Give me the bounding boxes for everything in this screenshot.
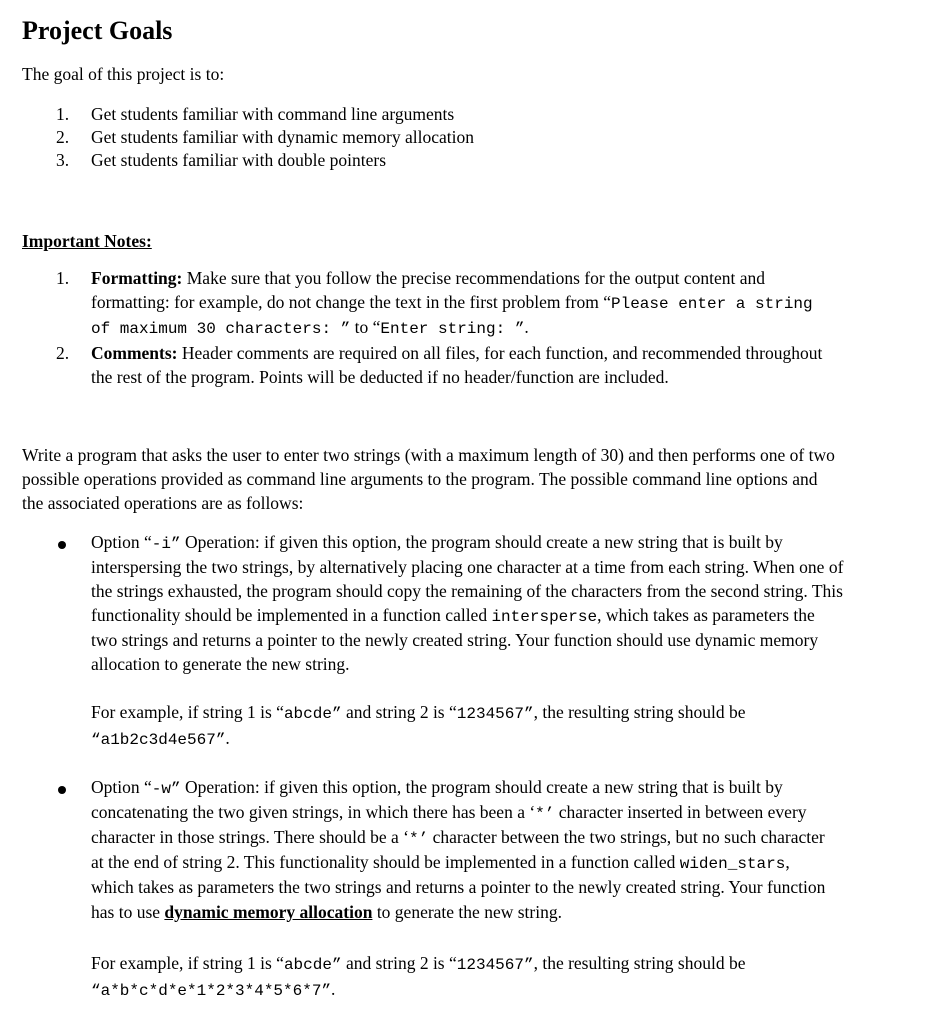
note-text: Header comments are required on all files, for each function, and recommended throughout (177, 343, 823, 363)
example-text: For example, if string 1 is “ (91, 702, 284, 722)
option-line: allocation to generate the new string. (91, 654, 350, 674)
code-snippet: Enter string: ” (380, 320, 525, 338)
option-text: , which takes as parameters the (597, 605, 815, 625)
code-snippet: Please enter a string (610, 295, 813, 313)
option-text: character inserted in between every (554, 802, 807, 822)
option-line (91, 825, 825, 852)
code-snippet: *’ (408, 830, 429, 848)
description-line: possible operations provided as command line arguments to the program. The possible command line options and (22, 469, 818, 489)
note-line (91, 266, 765, 291)
description-line: Write a program that asks the user to enter two strings (with a maximum length of 30) and then performs one of two (22, 445, 835, 465)
goal-item: Get students familiar with command line arguments (91, 104, 455, 124)
code-snippet: intersperse (491, 608, 598, 626)
note-line (91, 290, 813, 317)
code-snippet: widen_stars (679, 855, 786, 873)
description-line: the associated operations are as follows: (22, 493, 304, 513)
bullet-icon (58, 786, 66, 794)
note-line: the rest of the program. Points will be deducted if no header/function are included. (91, 367, 669, 387)
option-text: , (785, 852, 790, 872)
example-text: . (225, 728, 230, 748)
notes-heading: Important Notes: (22, 231, 152, 251)
emphasis-text: dynamic memory allocation (164, 902, 373, 922)
option-text: Operation: if given this option, the program should create a new string that is built by (180, 777, 783, 797)
option-text: concatenating the two given strings, in which there has been a ‘ (91, 802, 536, 822)
goal-number: 2. (56, 127, 70, 147)
option-line: the strings exhausted, the program should copy the remaining of the characters from the second string. This (91, 581, 843, 601)
option-text: at the end of string 2. This functionality should be implemented in a function called (91, 852, 680, 872)
example-text: and string 2 is “ (341, 702, 457, 722)
option-line (91, 800, 807, 827)
bullet-icon (58, 541, 66, 549)
option-line: interspersing the two strings, by alternatively placing one character at a time from each string. When one of (91, 557, 844, 577)
example-text: and string 2 is “ (341, 953, 457, 973)
note-label: Formatting: (91, 268, 183, 288)
code-snippet: 1234567” (456, 956, 534, 974)
option-line (91, 603, 815, 630)
example-text: , the resulting string should be (533, 953, 746, 973)
note-number: 2. (56, 343, 70, 363)
option-line (91, 850, 790, 877)
example-result (91, 977, 335, 1004)
note-line (91, 341, 822, 366)
goal-item: Get students familiar with dynamic memory allocation (91, 127, 474, 147)
option-line (91, 900, 562, 925)
code-snippet: of maximum 30 characters: ” (91, 320, 351, 338)
goal-number: 3. (56, 150, 70, 170)
example-text: . (331, 979, 336, 999)
intro-text: The goal of this project is to: (22, 64, 225, 84)
option-text: functionality should be implemented in a function called (91, 605, 492, 625)
note-line (91, 315, 529, 342)
option-text: character between the two strings, but no such character (428, 827, 825, 847)
example-text: For example, if string 1 is “ (91, 953, 284, 973)
example-text: , the resulting string should be (533, 702, 746, 722)
note-number: 1. (56, 268, 70, 288)
note-text: to “ (350, 317, 381, 337)
note-text: formatting: for example, do not change the text in the first problem from “ (91, 292, 611, 312)
code-snippet: -w” (151, 780, 181, 798)
option-text: Operation: if given this option, the program should create a new string that is built by (180, 532, 783, 552)
option-text: Option “ (91, 532, 152, 552)
code-snippet: “a1b2c3d4e567” (91, 731, 226, 749)
option-text: character in those strings. There should be a ‘ (91, 827, 409, 847)
code-snippet: *’ (535, 805, 555, 823)
option-line: two strings and returns a pointer to the newly created string. Your function should use dynamic memory (91, 630, 819, 650)
option-line (91, 530, 783, 557)
option-line (91, 775, 783, 802)
option-text: has to use (91, 902, 165, 922)
code-snippet: -i” (151, 535, 181, 553)
option-text: Option “ (91, 777, 152, 797)
example-line (91, 700, 746, 727)
note-label: Comments: (91, 343, 178, 363)
code-snippet: “a*b*c*d*e*1*2*3*4*5*6*7” (91, 982, 332, 1000)
option-line: which takes as parameters the two strings and returns a pointer to the newly created string. Your function (91, 877, 826, 897)
code-snippet: abcde” (283, 705, 342, 723)
example-result (91, 726, 230, 753)
option-text: to generate the new string. (372, 902, 562, 922)
note-text: . (524, 317, 529, 337)
goal-number: 1. (56, 104, 70, 124)
example-line (91, 951, 746, 978)
page-title: Project Goals (22, 16, 173, 45)
goal-item: Get students familiar with double pointers (91, 150, 387, 170)
code-snippet: 1234567” (456, 705, 534, 723)
note-text: Make sure that you follow the precise recommendations for the output content and (182, 268, 766, 288)
code-snippet: abcde” (283, 956, 342, 974)
